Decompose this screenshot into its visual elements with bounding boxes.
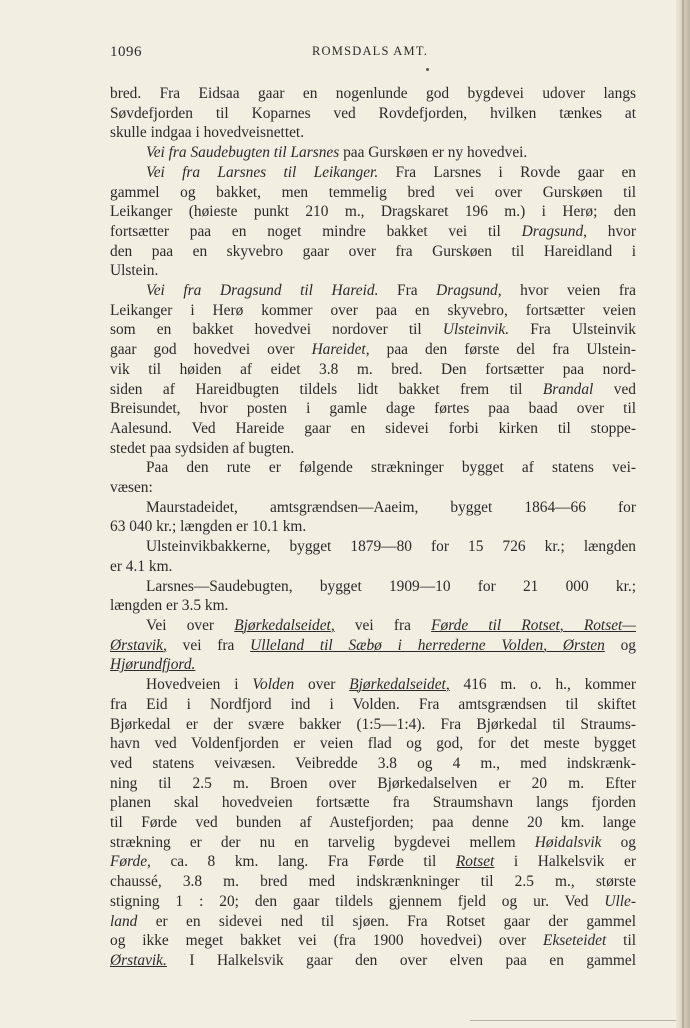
text-line: ved statens veivæsen. Veibredde 3.8 og 4 m., med indskrænk- (110, 754, 636, 772)
text-line: væsen: (110, 479, 153, 497)
paragraph (110, 675, 636, 971)
text-line: skulle indgaa i hovedveisnettet. (110, 124, 305, 142)
text-line: Førde, ca. 8 km. lang. Fra Førde til Rotset i Halkelsvik er (110, 853, 636, 871)
print-mark (426, 68, 429, 71)
text-line: ning til 2.5 m. Broen over Bjørkedalselven er 20 m. Efter (110, 774, 636, 792)
page-edge-line (682, 0, 684, 1028)
text-line: til Førde ved bunden af Austefjorden; paa denne 20 km. lange (110, 814, 636, 832)
running-title: ROMSDALS AMT. (312, 44, 429, 58)
place-name: Dragsund, (436, 282, 502, 300)
text-line: Vei over Bjørkedalseidet, vei fra Førde til Rotset, Rotset— (146, 616, 636, 634)
place-name: Ulleland til Sæbø i herrederne Volden, Ørsten (250, 636, 605, 654)
text-line: planen skal hovedveien fortsætte fra Straumshavn langs fjorden (110, 794, 636, 812)
text-line: Hovedveien i Volden over Bjørkedalseidet, 416 m. o. h., kommer (146, 676, 636, 694)
paragraph (110, 537, 636, 576)
paragraph (110, 498, 636, 537)
text-line: gammel og bakket, men temmelig bred vei over Gurskøen til (110, 183, 636, 201)
italic-heading: Vei fra Saudebugten til Larsnes (146, 144, 340, 162)
place-name: Rotset (455, 853, 495, 871)
text-line: Leikanger (høieste punkt 210 m., Dragskaret 196 m.) i Herø; den (110, 203, 636, 221)
place-name: Bjørkedalseidet, (349, 676, 450, 694)
place-name: Ulle- (604, 892, 636, 910)
place-name: Førde til Rotset, Rotset— (431, 616, 636, 634)
text-line (110, 655, 636, 675)
paragraph (110, 163, 636, 281)
text-line: Paa den rute er følgende strækninger bygget af statens vei- (146, 459, 636, 477)
place-name: Ørstavik. (110, 951, 167, 969)
place-name: Ørstavik, (110, 636, 167, 654)
page-number: 1096 (110, 44, 142, 60)
text-line: er 4.1 km. (110, 557, 173, 575)
text-line: fortsætter paa en noget mindre bakket vei til Dragsund, hvor (110, 222, 636, 240)
text-line: 63 040 kr.; længden er 10.1 km. (110, 518, 307, 536)
text-line: fra Eid i Nordfjord ind i Volden. Fra amtsgrændsen til skiftet (110, 695, 636, 713)
text-line: siden af Hareidbugten tildels lidt bakket frem til Brandal ved (110, 380, 636, 398)
text-line: den paa en skyvebro gaar over fra Gurskøen til Hareidland i (110, 242, 636, 260)
text-line: som en bakket hovedvei nordover til Ulsteinvik. Fra Ulsteinvik (110, 321, 636, 339)
text-line: strækning er der nu en tarvelig bygdevei mellem Høidalsvik og (110, 833, 636, 851)
place-name: land (110, 912, 138, 930)
text-line: gaar god hovedvei over Hareidet, paa den første del fra Ulstein- (110, 341, 636, 359)
text-line: bred. Fra Eidsaa gaar en nogenlunde god bygdevei udover langs (110, 85, 636, 102)
italic-heading: Vei fra Larsnes til Leikanger. (146, 163, 379, 181)
text-line: Ulsteinvikbakkerne, bygget 1879—80 for 15 726 kr.; længden (146, 538, 636, 556)
text-line: land er en sidevei ned til sjøen. Fra Rotset gaar der gammel (110, 912, 636, 930)
text-line: Ørstavik. I Halkelsvik gaar den over elven paa en gammel (110, 951, 636, 969)
paragraph (110, 458, 636, 497)
text-line: Larsnes—Saudebugten, bygget 1909—10 for 21 000 kr.; (146, 577, 636, 595)
text-line: Ørstavik, vei fra Ulleland til Sæbø i herrederne Volden, Ørsten og (110, 636, 636, 654)
text-line: Vei fra Saudebugten til Larsnes paa Gurskøen er ny hovedvei. (146, 144, 528, 162)
paragraph (110, 84, 636, 143)
text-line: længden er 3.5 km. (110, 597, 229, 615)
text-line: Breisundet, hvor posten i gamle dage førtes paa baad over til (110, 400, 636, 418)
text-line: Vei fra Larsnes til Leikanger. Fra Larsnes i Rovde gaar en (146, 163, 637, 181)
place-name: Hareidet, (311, 341, 370, 359)
text-line: Søvdefjorden til Koparnes ved Rovdefjorden, hvilken tænkes at (110, 104, 636, 122)
text-line: og ikke meget bakket vei (fra 1900 hovedvei) over Ekseteidet til (110, 932, 636, 950)
text-line: vik til høiden af eidet 3.8 m. bred. Den fortsætter paa nord- (110, 360, 636, 378)
place-name: Dragsund, (521, 222, 587, 240)
paragraph (110, 577, 636, 616)
place-name: Brandal (542, 380, 594, 398)
place-name: Ekseteidet (543, 932, 607, 950)
text-line: Bjørkedal er der svære bakker (1:5—1:4). Fra Bjørkedal til Straums- (110, 715, 636, 733)
italic-heading: Vei fra Dragsund til Hareid. (146, 282, 379, 300)
paragraph (110, 143, 636, 163)
place-name: Førde, (110, 853, 151, 871)
text-line: Vei fra Dragsund til Hareid. Fra Dragsund, hvor veien fra (146, 282, 636, 300)
bottom-edge-rule (470, 1020, 676, 1021)
place-name: Hjørundfjord. (110, 656, 196, 674)
paragraph (110, 616, 636, 675)
text-line: stedet paa sydsiden af bugten. (110, 439, 295, 457)
text-line: chaussé, 3.8 m. bred med indskrænkninger til 2.5 m., største (110, 873, 636, 891)
text-line: Aalesund. Ved Hareide gaar en sidevei forbi kirken til stoppe- (110, 419, 636, 437)
body-text (110, 84, 636, 971)
text-line: havn ved Voldenfjorden er veien flad og god, for det meste bygget (110, 735, 636, 753)
text-line: stigning 1 : 20; den gaar tildels gjennem fjeld og ur. Ved Ulle- (110, 892, 636, 910)
text-line: Ulstein. (110, 262, 159, 280)
place-name: Høidalsvik (534, 833, 602, 851)
page-edge (676, 0, 690, 1028)
place-name: Ulsteinvik. (442, 321, 510, 339)
text-line: Leikanger i Herø kommer over paa en skyvebro, fortsætter veien (110, 301, 636, 319)
place-name: Bjørkedalseidet, (234, 616, 335, 634)
place-name: Volden (252, 676, 295, 694)
paragraph (110, 281, 636, 458)
text-line: Maurstadeidet, amtsgrændsen—Aaeim, bygget 1864—66 for (146, 498, 636, 516)
